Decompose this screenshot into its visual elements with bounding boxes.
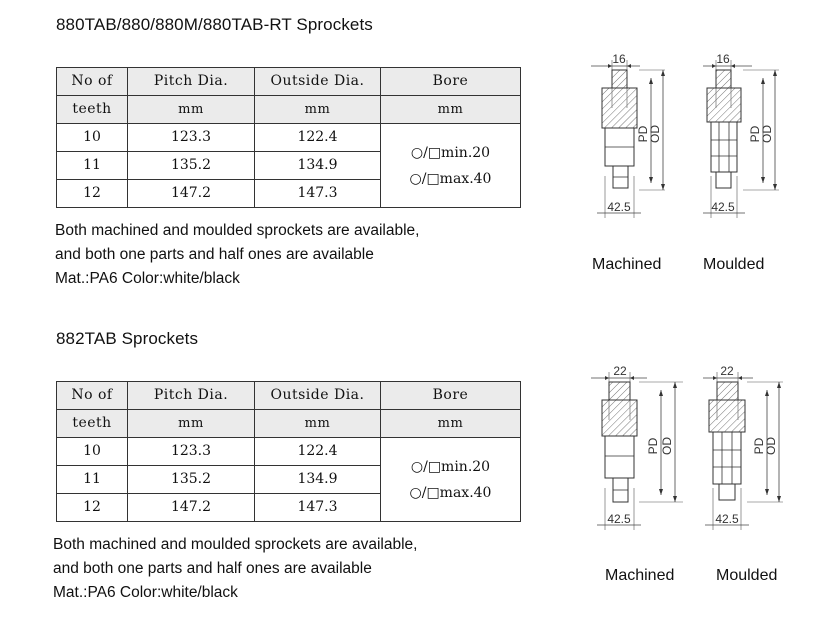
moulded-sprocket-drawing (697, 48, 797, 223)
cell-pitch: 147.2 (128, 494, 255, 522)
cell-teeth: 12 (57, 180, 128, 208)
spec-table (56, 67, 521, 208)
cell-teeth: 11 (57, 152, 128, 180)
moulded-sprocket-drawing (697, 360, 797, 535)
pd-label: PD (752, 437, 766, 455)
note-line: and both one parts and half ones are available (55, 246, 374, 263)
header-outside: Outside Dia. (255, 382, 381, 410)
pd-label: PD (636, 125, 650, 143)
hub-dimension: 42.5 (607, 200, 631, 214)
cell-teeth: 10 (57, 438, 128, 466)
width-dimension: 16 (716, 52, 730, 66)
subheader-unit: mm (128, 96, 255, 124)
section-title: 880TAB/880/880M/880TAB-RT Sprockets (56, 15, 373, 34)
subheader-unit: mm (381, 410, 521, 438)
note-line: Mat.:PA6 Color:white/black (53, 584, 238, 601)
header-bore: Bore (381, 68, 521, 96)
table-row (57, 438, 521, 466)
cell-outside: 147.3 (255, 180, 381, 208)
od-label: OD (760, 125, 774, 143)
subheader-unit: mm (255, 410, 381, 438)
cell-pitch: 123.3 (128, 124, 255, 152)
bore-max: ○/□max.40 (409, 170, 492, 187)
subheader-unit: mm (128, 410, 255, 438)
width-dimension: 22 (720, 364, 734, 378)
spec-table (56, 381, 521, 522)
pd-label: PD (646, 437, 660, 455)
cell-teeth: 10 (57, 124, 128, 152)
cell-pitch: 135.2 (128, 152, 255, 180)
note-line: and both one parts and half ones are available (53, 560, 372, 577)
machined-sprocket-drawing (585, 360, 685, 535)
cell-outside: 147.3 (255, 494, 381, 522)
note-line: Both machined and moulded sprockets are available, (53, 536, 418, 553)
header-teeth: No of (57, 382, 128, 410)
header-pitch: Pitch Dia. (128, 382, 255, 410)
cell-outside: 122.4 (255, 438, 381, 466)
bore-max: ○/□max.40 (409, 484, 492, 501)
note-line: Mat.:PA6 Color:white/black (55, 270, 240, 287)
hub-dimension: 42.5 (711, 200, 735, 214)
cell-pitch: 123.3 (128, 438, 255, 466)
caption-moulded: Moulded (703, 256, 765, 273)
header-bore: Bore (381, 382, 521, 410)
caption-moulded: Moulded (716, 567, 778, 584)
header-outside: Outside Dia. (255, 68, 381, 96)
hub-dimension: 42.5 (607, 512, 631, 526)
bore-min: ○/□min.20 (410, 144, 491, 161)
od-label: OD (648, 125, 662, 143)
width-dimension: 22 (613, 364, 627, 378)
header-teeth: No of (57, 68, 128, 96)
cell-outside: 134.9 (255, 152, 381, 180)
cell-teeth: 12 (57, 494, 128, 522)
table-row (57, 124, 521, 152)
note-block (53, 533, 417, 605)
hub-dimension: 42.5 (715, 512, 739, 526)
cell-pitch: 135.2 (128, 466, 255, 494)
subheader-teeth: teeth (57, 410, 128, 438)
caption-machined: Machined (592, 256, 662, 273)
machined-sprocket-drawing (585, 48, 685, 223)
od-label: OD (660, 437, 674, 455)
bore-min: ○/□min.20 (410, 458, 491, 475)
cell-teeth: 11 (57, 466, 128, 494)
cell-bore (381, 438, 521, 522)
note-block (55, 219, 419, 291)
cell-outside: 134.9 (255, 466, 381, 494)
od-label: OD (764, 437, 778, 455)
subheader-teeth: teeth (57, 96, 128, 124)
width-dimension: 16 (612, 52, 626, 66)
header-pitch: Pitch Dia. (128, 68, 255, 96)
subheader-unit: mm (381, 96, 521, 124)
section-title: 882TAB Sprockets (56, 329, 199, 348)
note-line: Both machined and moulded sprockets are available, (55, 222, 420, 239)
pd-label: PD (748, 125, 762, 143)
caption-machined: Machined (605, 567, 675, 584)
cell-pitch: 147.2 (128, 180, 255, 208)
cell-bore (381, 124, 521, 208)
cell-outside: 122.4 (255, 124, 381, 152)
subheader-unit: mm (255, 96, 381, 124)
